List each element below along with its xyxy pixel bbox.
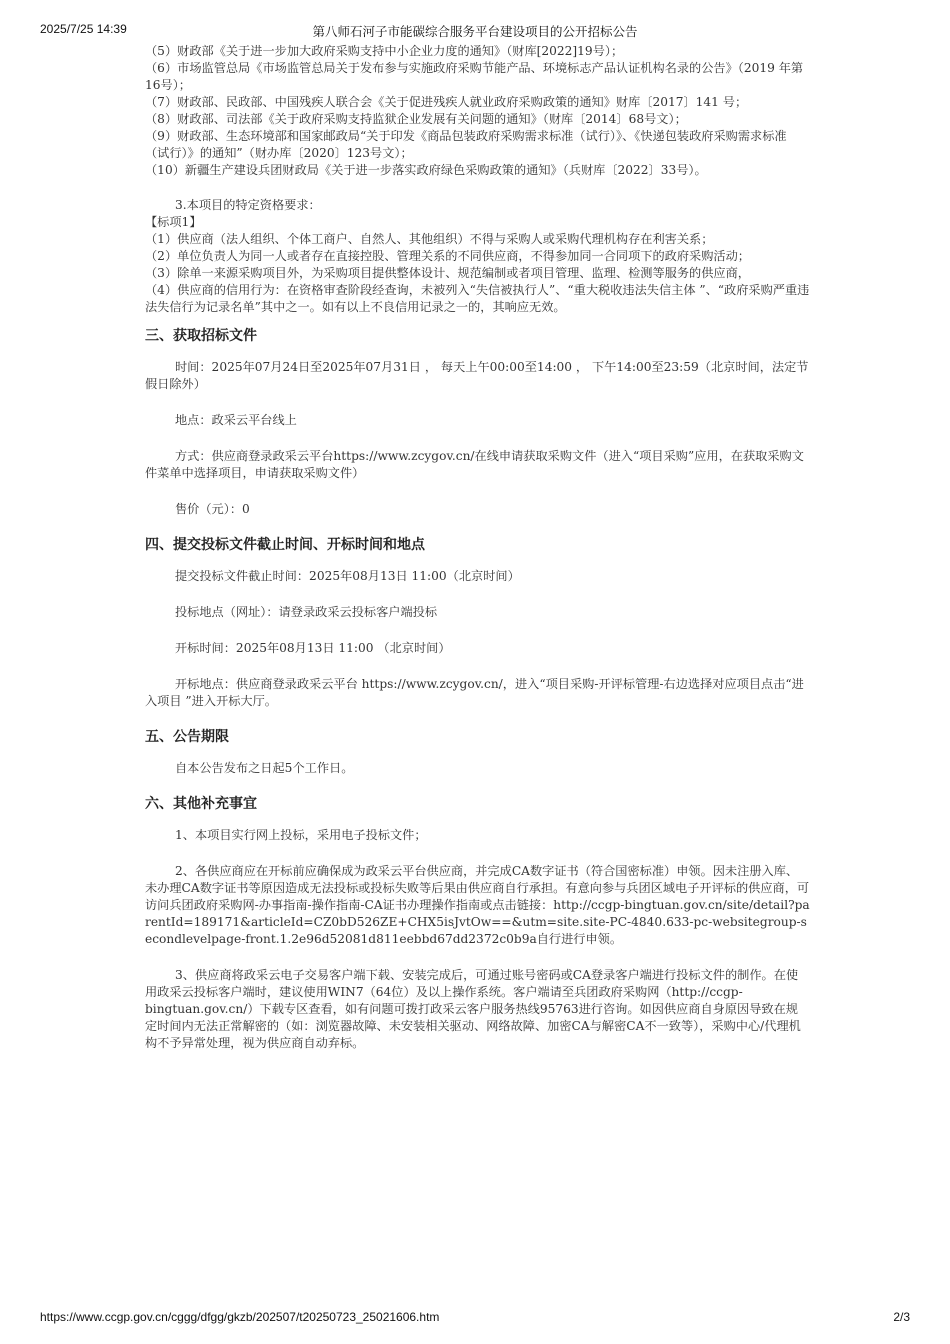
other-item-2: 2、各供应商应在开标前应确保成为政采云平台供应商，并完成CA数字证书（符合国密标准）申领。因未注册入库、未办理CA数字证书等原因造成无法投标或投标失败等后果由供应商自行承担。有意向参与兵团区域电子开评标的供应商，可访问兵团政府采购网-办事指南-操作指南-CA证书办理操作指南或点击链接：http://ccgp-bingtuan.gov.cn/site/detail?parentId=189171&articleId=CZ0bD526ZE+CHX5isJvtOw==&utm=site.site-PC-4840.633-pc-websitegroup-secondlevelpage-front.1.2e96d52081d811eebbd67dd2372c0b9a自行进行申领。 xyxy=(145,864,810,946)
print-datetime: 2025/7/25 14:39 xyxy=(40,22,127,36)
bid-deadline: 提交投标文件截止时间：2025年08月13日 11:00（北京时间） xyxy=(175,569,520,583)
section-heading-period: 五、公告期限 xyxy=(145,729,229,745)
other-item-3: 3、供应商将政采云电子交易客户端下载、安装完成后，可通过账号密码或CA登录客户端进行投标文件的制作。在使用政采云投标客户端时，建议使用WIN7（64位）及以上操作系统。客户端请至兵团政府采购网（http://ccgp-bingtuan.gov.cn/）下载专区查看，如有问题可拨打政采云客户服务热线95763进行咨询。如因供应商自身原因导致在规定时间内无法正常解密的（如：浏览器故障、未安装相关驱动、网络故障、加密CA与解密CA不一致等），采购中心/代理机构不予异常处理，视为供应商自动弃标。 xyxy=(145,968,801,1050)
policy-item: （8）财政部、司法部《关于政府采购支持监狱企业发展有关问题的通知》（财库〔2014〕68号文）； xyxy=(145,112,687,126)
opening-time: 开标时间：2025年08月13日 11:00 （北京时间） xyxy=(175,641,451,655)
obtain-method: 方式：供应商登录政采云平台https://www.zcygov.cn/在线申请获取采购文件（进入“项目采购”应用，在获取采购文件菜单中选择项目，申请获取采购文件） xyxy=(145,449,804,480)
qualification-item: （3）除单一来源采购项目外，为采购项目提供整体设计、规范编制或者项目管理、监理、检测等服务的供应商， xyxy=(145,266,750,280)
qualification-item: （4）供应商的信用行为：在资格审查阶段经查询，未被列入“失信被执行人”、“重大税收违法失信主体 ”、“政府采购严重违法失信行为记录名单”其中之一。如有以上不良信用记录之一的，其响应无效。 xyxy=(145,283,810,314)
bid-location: 投标地点（网址）：请登录政采云投标客户端投标 xyxy=(175,605,438,619)
page-url: https://www.ccgp.gov.cn/cggg/dfgg/gkzb/202507/t20250723_25021606.htm xyxy=(40,1310,440,1324)
qualification-heading: 3.本项目的特定资格要求： xyxy=(175,198,321,212)
section-heading-deadline: 四、提交投标文件截止时间、开标时间和地点 xyxy=(145,537,425,553)
announcement-period: 自本公告发布之日起5个工作日。 xyxy=(175,761,354,775)
qualification-item: （1）供应商（法人组织、个体工商户、自然人、其他组织）不得与采购人或采购代理机构存在利害关系； xyxy=(145,232,714,246)
document-body xyxy=(145,43,810,1071)
lot-label: 【标项1】 xyxy=(145,215,202,229)
obtain-price: 售价（元）：0 xyxy=(175,502,250,516)
qualification-item: （2）单位负责人为同一人或者存在直接控股、管理关系的不同供应商，不得参加同一合同项下的政府采购活动； xyxy=(145,249,750,263)
section-heading-obtain-docs: 三、获取招标文件 xyxy=(145,328,257,344)
page-title: 第八师石河子市能碳综合服务平台建设项目的公开招标公告 xyxy=(312,24,638,39)
policy-item: （9）财政部、生态环境部和国家邮政局“关于印发《商品包装政府采购需求标准（试行）》、《快递包装政府采购需求标准（试行）》的通知”（财办库〔2020〕123号文）； xyxy=(145,129,787,160)
policy-item: （7）财政部、民政部、中国残疾人联合会《关于促进残疾人就业政府采购政策的通知》财库〔2017〕141 号； xyxy=(145,95,748,109)
obtain-place: 地点：政采云平台线上 xyxy=(175,413,297,427)
policy-item: （6）市场监管总局《市场监管总局关于发布参与实施政府采购节能产品、环境标志产品认证机构名录的公告》（2019 年第16号）； xyxy=(145,61,804,92)
policy-item: （10）新疆生产建设兵团财政局《关于进一步落实政府绿色采购政策的通知》（兵财库〔2022〕33号）。 xyxy=(145,163,707,177)
page-number: 2/3 xyxy=(893,1310,910,1324)
other-item-1: 1、本项目实行网上投标，采用电子投标文件； xyxy=(175,828,427,842)
section-heading-other: 六、其他补充事宜 xyxy=(145,796,257,812)
opening-place: 开标地点：供应商登录政采云平台 https://www.zcygov.cn/，进入“项目采购-开评标管理-右边选择对应项目点击“进入项目 ”进入开标大厅。 xyxy=(145,677,804,708)
policy-item: （5）财政部《关于进一步加大政府采购支持中小企业力度的通知》（财库[2022]19号）； xyxy=(145,44,624,58)
obtain-time: 时间：2025年07月24日至2025年07月31日 ， 每天上午00:00至14:00 ， 下午14:00至23:59（北京时间，法定节假日除外） xyxy=(145,360,809,391)
